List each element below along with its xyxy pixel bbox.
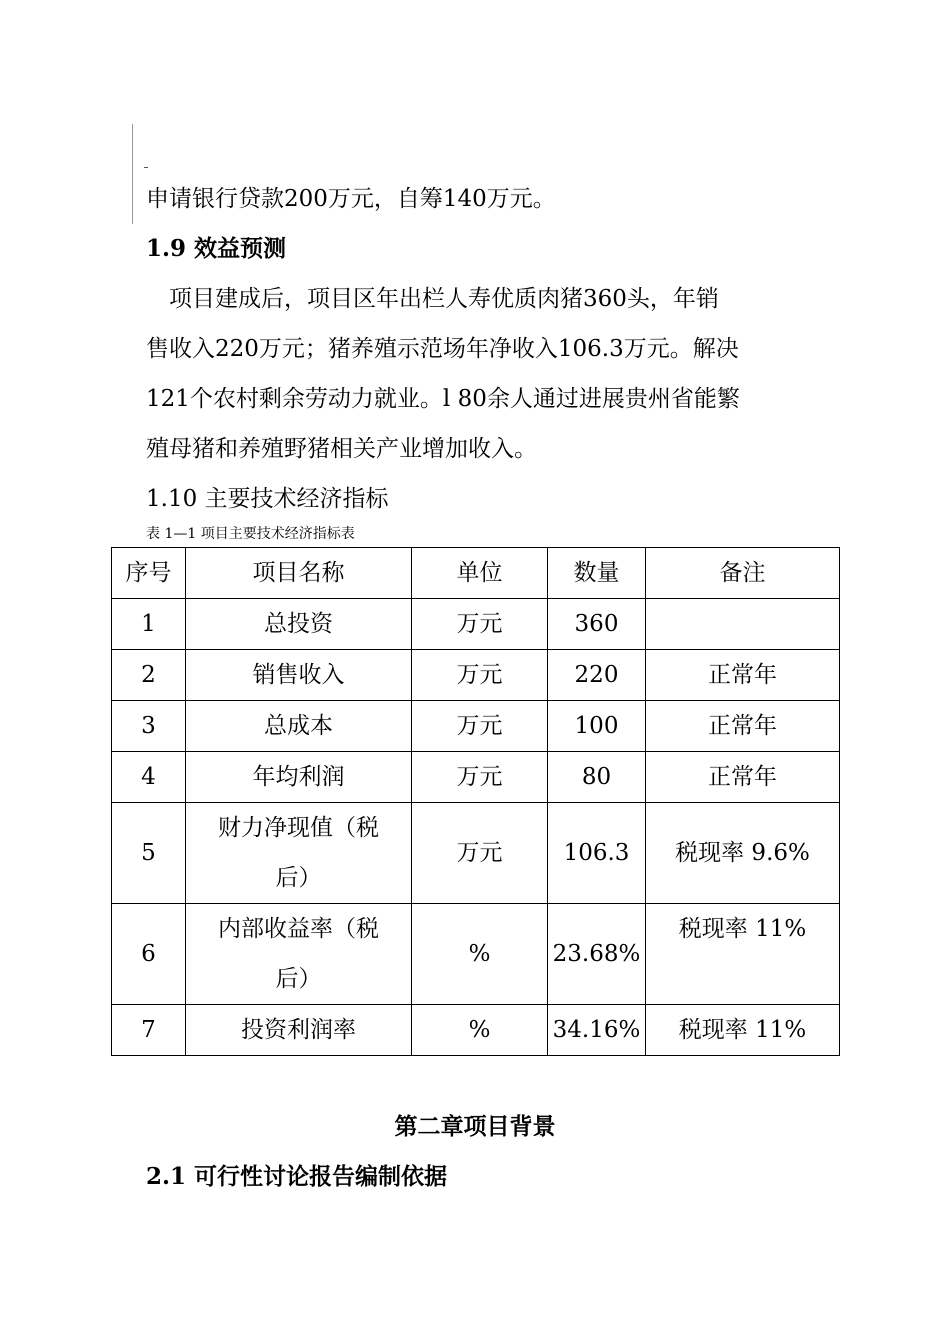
cell-note: 税现率 11% (646, 1005, 840, 1056)
cell-no: 3 (112, 701, 186, 752)
cell-unit: % (412, 1005, 548, 1056)
cell-qty: 23.68% (548, 904, 646, 1005)
cell-name-line-1: 财力净现值（税 (218, 815, 379, 841)
table-row (112, 904, 840, 1005)
cell-note: 税现率 11% (646, 904, 840, 1005)
header-cell-name: 项目名称 (186, 548, 412, 599)
table-row (112, 752, 840, 803)
table-row (112, 803, 840, 904)
cell-name-line-2: 后） (275, 865, 322, 891)
cell-no: 1 (112, 599, 186, 650)
cell-name-line-2: 后） (275, 966, 322, 992)
cell-note: 税现率 9.6% (646, 803, 840, 904)
cell-name: 总成本 (186, 701, 412, 752)
cell-unit: 万元 (412, 650, 548, 701)
section-heading-1-10: 1.10 主要技术经济指标 (146, 486, 389, 512)
chapter-title: 第二章项目背景 (394, 1113, 556, 1140)
cell-unit: 万元 (412, 803, 548, 904)
cell-unit: 万元 (412, 599, 548, 650)
header-cell-no: 序号 (112, 548, 186, 599)
cell-qty: 100 (548, 701, 646, 752)
cell-qty: 34.16% (548, 1005, 646, 1056)
header-cell-qty: 数量 (548, 548, 646, 599)
table-row (112, 1005, 840, 1056)
cell-note (646, 599, 840, 650)
cell-qty: 80 (548, 752, 646, 803)
cell-note: 正常年 (646, 752, 840, 803)
cell-qty: 106.3 (548, 803, 646, 904)
benefit-paragraph-line-1: 项目建成后，项目区年出栏人寿优质肉猪360头，年销 (146, 286, 719, 312)
cell-no: 2 (112, 650, 186, 701)
benefit-paragraph-line-4: 殖母猪和养殖野猪相关产业增加收入。 (146, 436, 537, 462)
margin-marker-line (132, 124, 133, 224)
header-cell-unit: 单位 (412, 548, 548, 599)
cell-note: 正常年 (646, 650, 840, 701)
cell-no: 4 (112, 752, 186, 803)
table-row (112, 599, 840, 650)
cell-unit: % (412, 904, 548, 1005)
cell-name: 投资利润率 (186, 1005, 412, 1056)
benefit-paragraph-line-3: 121个农村剩余劳动力就业。l 80余人通过进展贵州省能繁 (146, 386, 740, 412)
cell-note: 正常年 (646, 701, 840, 752)
cell-name (186, 904, 412, 1005)
cell-no: 6 (112, 904, 186, 1005)
benefit-paragraph-line-2: 售收入220万元；猪养殖示范场年净收入106.3万元。解决 (146, 336, 739, 362)
section-heading-2-1: 2.1 可行性讨论报告编制依据 (146, 1163, 448, 1190)
cell-unit: 万元 (412, 752, 548, 803)
cell-name-line-1: 内部收益率（税 (218, 916, 379, 942)
cell-unit: 万元 (412, 701, 548, 752)
indicators-table (111, 547, 840, 1056)
cell-name (186, 803, 412, 904)
cell-name: 总投资 (186, 599, 412, 650)
cell-name: 年均利润 (186, 752, 412, 803)
table-row (112, 701, 840, 752)
cell-no: 7 (112, 1005, 186, 1056)
section-heading-1-9: 1.9 效益预测 (146, 235, 287, 262)
table-row (112, 650, 840, 701)
cell-qty: 220 (548, 650, 646, 701)
table-header-row (112, 548, 840, 599)
cell-qty: 360 (548, 599, 646, 650)
cell-no: 5 (112, 803, 186, 904)
header-cell-note: 备注 (646, 548, 840, 599)
table-caption: 表 1—1 项目主要技术经济指标表 (146, 526, 355, 542)
loan-paragraph: 申请银行贷款200万元，自筹140万元。 (146, 186, 556, 212)
cell-name: 销售收入 (186, 650, 412, 701)
margin-tick-mark (144, 167, 148, 168)
